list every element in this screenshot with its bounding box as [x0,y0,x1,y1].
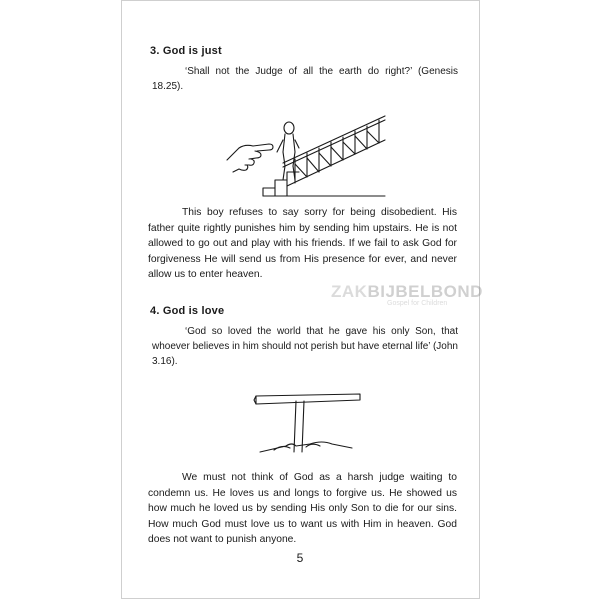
section-3-quote: ‘Shall not the Judge of all the earth do right?’ (Genesis 18.25). [152,66,458,92]
cross-illustration [252,386,372,458]
section-3-paragraph: This boy refuses to say sorry for being disobedient. His father quite rightly punishes him by sending him upstairs. He is not allowed to go out and play with his friends. If we fail to ask God for forgiveness He will send us from His presence for ever, and never allow us to enter heaven. [148,207,457,280]
section-4-paragraph: We must not think of God as a harsh judge waiting to condemn us. He loves us and longs to forgive us. He showed us how much he loved us by sending His only Son to die for our sins. How much God must love us to want us with Him in heaven. God does not want to punish anyone. [148,472,457,545]
watermark-bold-text: BIJBELBOND [367,282,483,301]
staircase-illustration [225,108,395,200]
watermark-tagline: Gospel for Children [387,300,448,307]
watermark-light-text: ZAK [331,282,368,301]
section-4-heading: 4. God is love [150,305,225,317]
page-number: 5 [296,551,304,565]
section-4-quote: ‘God so loved the world that he gave his only Son, that whoever believes in him should not perish but have eternal life’ (John 3.16). [152,326,458,367]
section-3-heading: 3. God is just [150,45,222,57]
watermark-logo [331,282,483,313]
